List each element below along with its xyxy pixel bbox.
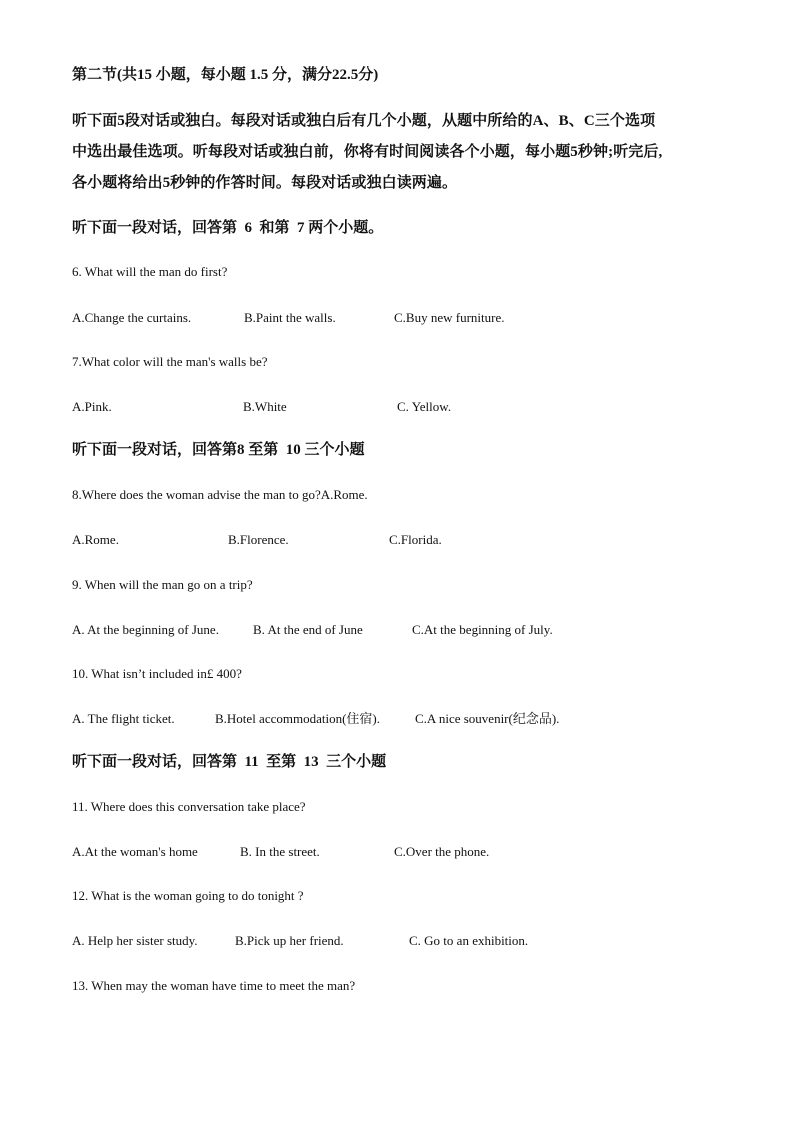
question-6-option-b: B.Paint the walls. (244, 310, 336, 325)
question-6: 6. What will the man do first? (72, 264, 228, 279)
question-8-option-a: A.Rome. (72, 532, 119, 547)
question-8: 8.Where does the woman advise the man to go?A.Rome. (72, 487, 368, 502)
group-heading-2: 听下面一段对话，回答第8 至第 10 三个小题 (72, 442, 365, 458)
question-6-option-a: A.Change the curtains. (72, 310, 192, 325)
question-12-option-c: C. Go to an exhibition. (409, 933, 529, 948)
question-11-option-c: C.Over the phone. (394, 844, 490, 859)
question-9: 9. When will the man go on a trip? (72, 577, 253, 592)
group-heading-3: 听下面一段对话，回答第 11 至第 13 三个小题 (72, 754, 387, 770)
question-13: 13. When may the woman have time to meet the man? (72, 978, 356, 993)
question-7-option-c: C. Yellow. (397, 399, 452, 414)
question-7-option-b: B.White (243, 399, 287, 414)
question-9-option-c: C.At the beginning of July. (412, 622, 553, 637)
question-9-option-a: A. At the beginning of June. (72, 622, 219, 637)
question-8-option-b: B.Florence. (228, 532, 289, 547)
instructions-line-2: 中选出最佳选项。听每段对话或独白前，你将有时间阅读各个小题，每小题5秒钟;听完后, (72, 144, 663, 160)
question-7-option-a: A.Pink. (72, 399, 112, 414)
instructions-line-1: 听下面5段对话或独白。每段对话或独白后有几个小题，从题中所给的A、B、C三个选项 (72, 113, 656, 129)
question-11-option-a: A.At the woman's home (72, 844, 198, 859)
question-12-option-b: B.Pick up her friend. (235, 933, 344, 948)
question-10-option-c: C.A nice souvenir(纪念品). (415, 711, 560, 726)
question-12-option-a: A. Help her sister study. (72, 933, 198, 948)
question-11-option-b: B. In the street. (240, 844, 320, 859)
question-6-option-c: C.Buy new furniture. (394, 310, 505, 325)
group-heading-1: 听下面一段对话，回答第 6 和第 7 两个小题。 (72, 220, 384, 236)
question-10-option-b: B.Hotel accommodation(住宿). (215, 711, 380, 726)
question-12: 12. What is the woman going to do tonight ? (72, 888, 304, 903)
question-11: 11. Where does this conversation take place? (72, 799, 306, 814)
question-9-option-b: B. At the end of June (253, 622, 363, 637)
instructions-line-3: 各小题将给出5秒钟的作答时间。每段对话或独白读两遍。 (72, 175, 458, 191)
question-10: 10. What isn’t included in£ 400? (72, 666, 242, 681)
question-8-option-c: C.Florida. (389, 532, 442, 547)
question-10-option-a: A. The flight ticket. (72, 711, 175, 726)
section-title: 第二节(共15 小题，每小题 1.5 分，满分22.5分) (72, 67, 379, 83)
question-7: 7.What color will the man's walls be? (72, 354, 268, 369)
